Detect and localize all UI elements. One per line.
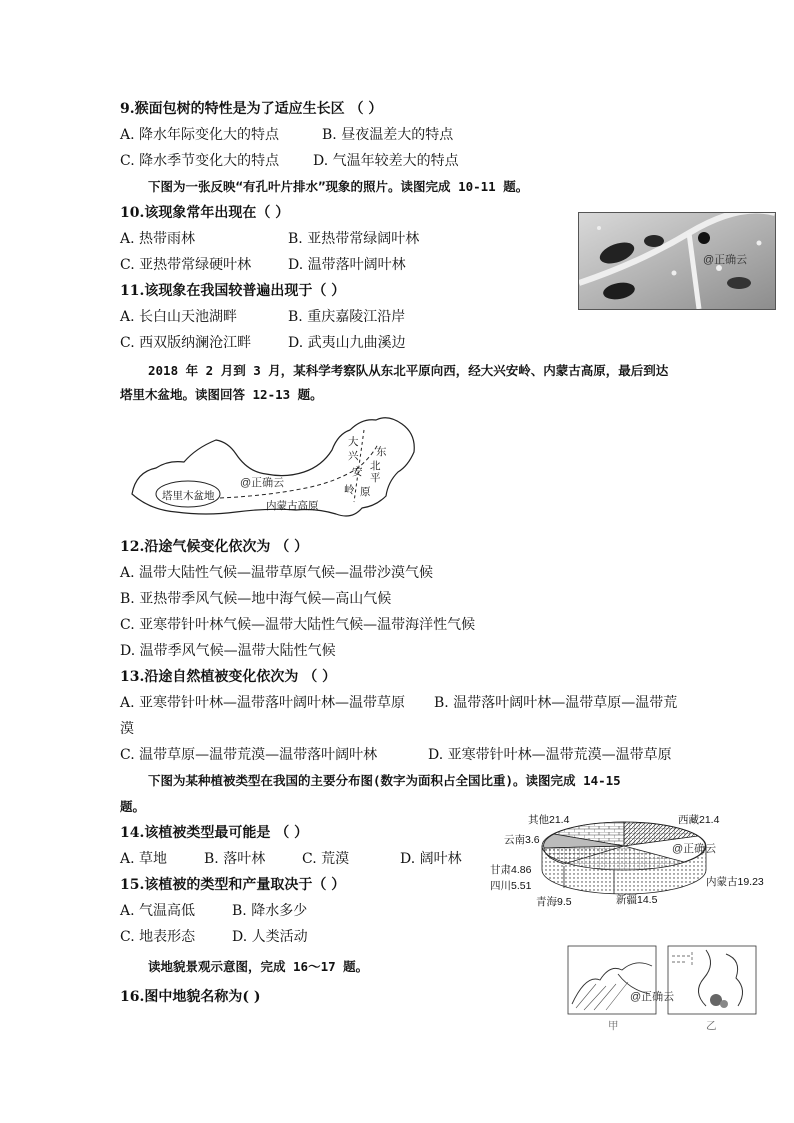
q9-stem: 9.猴面包树的特性是为了适应生长区 （ ） xyxy=(120,101,383,117)
label-neimeng: 内蒙古高原 xyxy=(266,500,319,512)
label-daxing-1: 大 xyxy=(348,436,359,448)
label-yi: 乙 xyxy=(706,1020,717,1032)
intro-14-15-line2: 题。 xyxy=(120,799,146,814)
q9-option-d: D. 气温年较差大的特点 xyxy=(313,153,459,169)
label-dongbei-1: 东 xyxy=(376,446,387,458)
label-daxing-2: 兴 xyxy=(348,450,359,462)
q13-option-c: C. 温带草原—温带荒漠—温带落叶阔叶林 xyxy=(120,747,378,763)
q15-option-c: C. 地表形态 xyxy=(120,929,196,945)
intro-14-15-line1: 下图为某种植被类型在我国的主要分布图(数字为面积占全国比重)。读图完成 14-15 xyxy=(148,773,621,788)
q14-option-b: B. 落叶林 xyxy=(204,851,266,867)
q15-option-a: A. 气温高低 xyxy=(120,903,196,919)
landform-figure xyxy=(566,944,758,1034)
q11-option-a: A. 长白山天池湖畔 xyxy=(120,309,238,325)
q16-stem: 16.图中地貌名称为( ) xyxy=(120,989,261,1005)
label-dongbei-4: 原 xyxy=(360,486,371,498)
q14-stem: 14.该植被类型最可能是 （ ） xyxy=(120,825,309,841)
label-jia: 甲 xyxy=(608,1020,619,1032)
label-daxing-4: 岭 xyxy=(344,484,355,496)
leaf-photo xyxy=(578,212,776,310)
q13-option-d: D. 亚寒带针叶林—温带荒漠—温带草原 xyxy=(428,747,672,763)
pie-label-gansu: 甘肃4.86 xyxy=(490,864,532,876)
q13-option-b-line2: 漠 xyxy=(120,721,134,737)
q10-option-c: C. 亚热带常绿硬叶林 xyxy=(120,257,252,273)
q12-option-a: A. 温带大陆性气候—温带草原气候—温带沙漠气候 xyxy=(120,565,434,581)
pie-label-qita: 其他21.4 xyxy=(528,814,570,826)
q13-option-a: A. 亚寒带针叶林—温带落叶阔叶林—温带草原 xyxy=(120,695,406,711)
q11-option-d: D. 武夷山九曲溪边 xyxy=(288,335,406,351)
pie-label-yunnan: 云南3.6 xyxy=(504,834,540,846)
watermark-text: @正确云 xyxy=(672,843,717,855)
q15-option-d: D. 人类活动 xyxy=(232,929,308,945)
q15-stem: 15.该植被的类型和产量取决于（ ） xyxy=(120,877,346,893)
q10-option-a: A. 热带雨林 xyxy=(120,231,196,247)
label-dongbei-3: 平 xyxy=(370,472,381,484)
q9-option-a: A. 降水年际变化大的特点 xyxy=(120,127,280,143)
q14-option-a: A. 草地 xyxy=(120,851,168,867)
q12-option-b: B. 亚热带季风气候—地中海气候—高山气候 xyxy=(120,591,392,607)
q10-option-d: D. 温带落叶阔叶林 xyxy=(288,257,406,273)
watermark-text: @正确云 xyxy=(703,254,748,266)
intro-12-13-line1: 2018 年 2 月到 3 月，某科学考察队从东北平原向西，经大兴安岭、内蒙古高原，最后到达 xyxy=(148,363,669,378)
q11-stem: 11.该现象在我国较普遍出现于（ ） xyxy=(120,283,346,299)
q14-option-c: C. 荒漠 xyxy=(302,851,350,867)
label-tarim: 塔里木盆地 xyxy=(162,490,215,502)
pie-label-xizang: 西藏21.4 xyxy=(678,814,720,826)
q10-option-b: B. 亚热带常绿阔叶林 xyxy=(288,231,420,247)
route-map xyxy=(126,412,426,526)
label-daxing-3: 安 xyxy=(352,466,363,478)
q13-option-b-line1: B. 温带落叶阔叶林—温带草原—温带荒 xyxy=(434,695,678,711)
q12-stem: 12.沿途气候变化依次为 （ ） xyxy=(120,539,309,555)
q9-option-c: C. 降水季节变化大的特点 xyxy=(120,153,280,169)
label-dongbei-2: 北 xyxy=(370,460,381,472)
q11-option-b: B. 重庆嘉陵江沿岸 xyxy=(288,309,406,325)
q13-stem: 13.沿途自然植被变化依次为 （ ） xyxy=(120,669,337,685)
q9-option-b: B. 昼夜温差大的特点 xyxy=(322,127,454,143)
intro-16-17: 读地貌景观示意图，完成 16～17 题。 xyxy=(148,959,369,974)
intro-10-11: 下图为一张反映“有孔叶片排水”现象的照片。读图完成 10-11 题。 xyxy=(148,179,529,194)
intro-12-13-line2: 塔里木盆地。读图回答 12-13 题。 xyxy=(120,387,323,402)
watermark-text: @正确云 xyxy=(630,991,675,1003)
pie-chart xyxy=(484,808,776,908)
q14-option-d: D. 阔叶林 xyxy=(400,851,462,867)
pie-label-xinjiang: 新疆14.5 xyxy=(616,894,658,906)
watermark-text: @正确云 xyxy=(240,477,285,489)
q12-option-d: D. 温带季风气候—温带大陆性气候 xyxy=(120,643,336,659)
q10-stem: 10.该现象常年出现在（ ） xyxy=(120,205,290,221)
pie-label-qinghai: 青海9.5 xyxy=(536,896,572,908)
q15-option-b: B. 降水多少 xyxy=(232,903,308,919)
q11-option-c: C. 西双版纳澜沧江畔 xyxy=(120,335,252,351)
q12-option-c: C. 亚寒带针叶林气候—温带大陆性气候—温带海洋性气候 xyxy=(120,617,476,633)
pie-label-neimenggu: 内蒙古19.23 xyxy=(706,876,764,888)
pie-label-sichuan: 四川5.51 xyxy=(490,880,532,892)
